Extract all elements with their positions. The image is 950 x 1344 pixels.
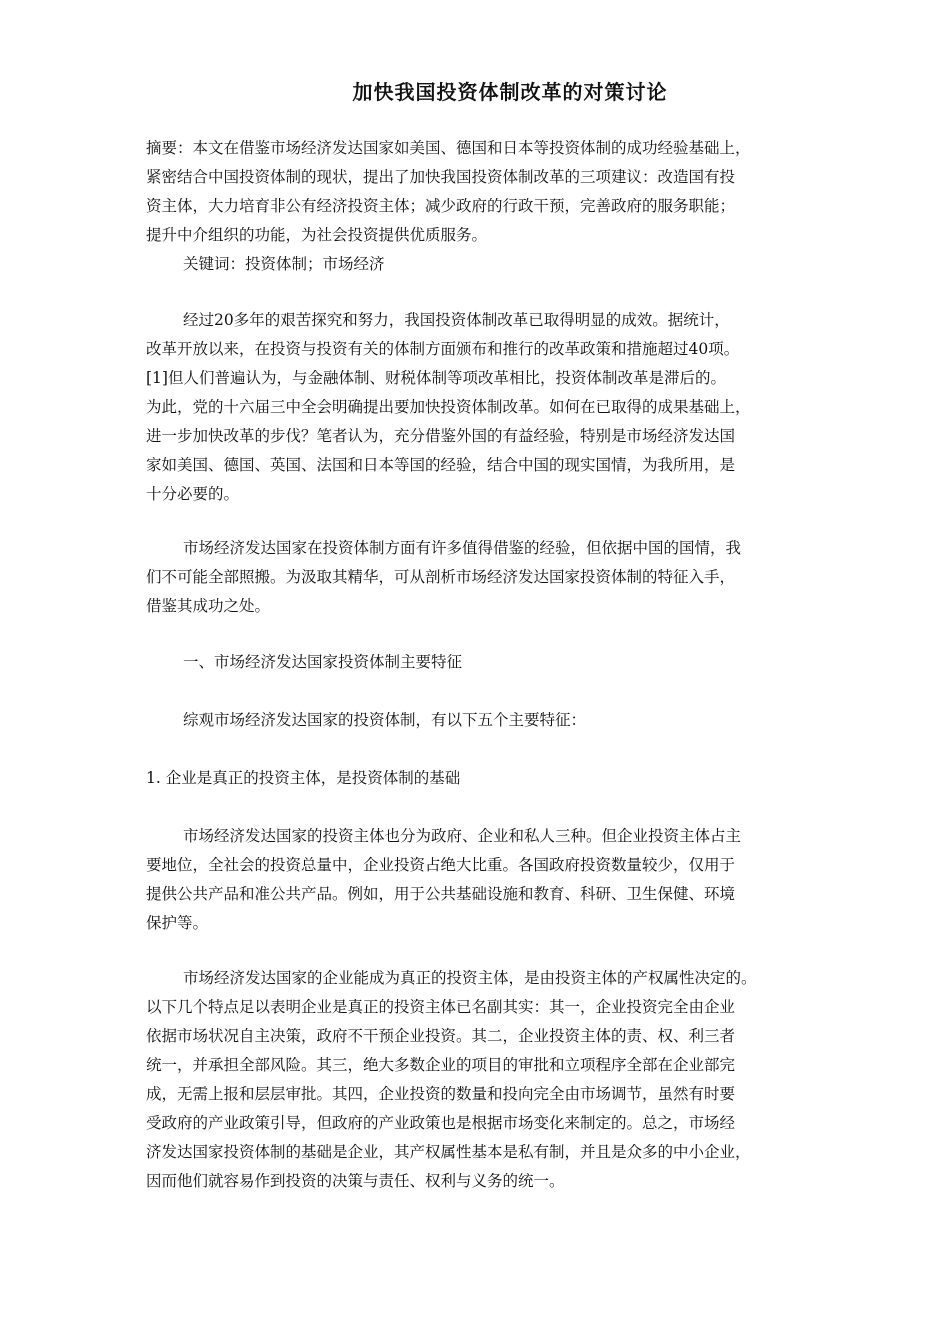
paragraph-line: 市场经济发达国家的企业能成为真正的投资主体，是由投资主体的产权属性决定的。 [183, 969, 757, 987]
paragraph-line: 十分必要的。 [146, 485, 240, 503]
paragraph-line: 成，无需上报和层层审批。其四，企业投资的数量和投向完全由市场调节，虽然有时要 [146, 1085, 736, 1103]
paragraph-line: 保护等。 [146, 914, 209, 932]
section-heading [146, 648, 891, 677]
paragraph-line: 统一，并承担全部风险。其三，绝大多数企业的项目的审批和立项程序全部在企业部完 [146, 1056, 736, 1074]
abstract-line: 资主体，大力培育非公有经济投资主体；减少政府的行政干预，完善政府的服务职能； [146, 197, 736, 215]
paragraph-line: 进一步加快改革的步伐？笔者认为，充分借鉴外国的有益经验，特别是市场经济发达国 [146, 427, 736, 445]
paragraph-line: 家如美国、德国、英国、法国和日本等国的经验，结合中国的现实国情，为我所用，是 [146, 456, 736, 474]
paragraph-line: 以下几个特点足以表明企业是真正的投资主体已名副其实：其一，企业投资完全由企业 [146, 998, 736, 1016]
paragraph-line: [1]但人们普遍认为，与金融体制、财税体制等项改革相比，投资体制改革是滞后的。 [146, 369, 726, 387]
paragraph-line: 经过20多年的艰苦探究和努力，我国投资体制改革已取得明显的成效。据统计， [183, 311, 730, 329]
paragraph-2 [146, 534, 891, 621]
paragraph-line: 为此，党的十六届三中全会明确提出要加快投资体制改革。如何在已取得的成果基础上， [146, 398, 751, 416]
page-title: 加快我国投资体制改革的对策讨论 [352, 80, 668, 104]
keywords: 关键词：投资体制；市场经济 [183, 255, 385, 273]
paragraph-line: 们不可能全部照搬。为汲取其精华，可从剖析市场经济发达国家投资体制的特征入手， [146, 568, 736, 586]
paragraph-line: 改革开放以来，在投资与投资有关的体制方面颁布和推行的改革政策和措施超过40项。 [146, 340, 740, 358]
section-1-heading: 一、市场经济发达国家投资体制主要特征 [183, 653, 463, 671]
paragraph-3 [146, 822, 891, 938]
paragraph-4 [146, 964, 891, 1196]
paragraph-line: 要地位，全社会的投资总量中，企业投资占绝大比重。各国政府投资数量较少，仅用于 [146, 856, 736, 874]
abstract-line: 摘要：本文在借鉴市场经济发达国家如美国、德国和日本等投资体制的成功经验基础上， [146, 139, 751, 157]
paragraph-line: 综观市场经济发达国家的投资体制，有以下五个主要特征： [183, 711, 587, 729]
point-heading [146, 764, 891, 793]
paragraph-line: 受政府的产业政策引导，但政府的产业政策也是根据市场变化来制定的。总之，市场经 [146, 1114, 736, 1132]
paragraph-line: 依据市场状况自主决策，政府不干预企业投资。其二，企业投资主体的责、权、利三者 [146, 1027, 736, 1045]
abstract-line: 提升中介组织的功能，为社会投资提供优质服务。 [146, 226, 488, 244]
paragraph-line: 市场经济发达国家在投资体制方面有许多值得借鉴的经验，但依据中国的国情，我 [183, 539, 742, 557]
paragraph-line: 济发达国家投资体制的基础是企业，其产权属性基本是私有制，并且是众多的中小企业， [146, 1143, 751, 1161]
intro-paragraph [146, 306, 891, 509]
abstract [146, 134, 891, 279]
paragraph-line: 因而他们就容易作到投资的决策与责任、权利与义务的统一。 [146, 1172, 565, 1190]
point-1-heading: 1. 企业是真正的投资主体，是投资体制的基础 [146, 769, 461, 787]
abstract-line: 紧密结合中国投资体制的现状，提出了加快我国投资体制改革的三项建议：改造国有投 [146, 168, 736, 186]
paragraph-line: 市场经济发达国家的投资主体也分为政府、企业和私人三种。但企业投资主体占主 [183, 827, 742, 845]
paragraph-line: 借鉴其成功之处。 [146, 597, 271, 615]
overview-paragraph [146, 706, 891, 735]
paragraph-line: 提供公共产品和准公共产品。例如，用于公共基础设施和教育、科研、卫生保健、环境 [146, 885, 736, 903]
